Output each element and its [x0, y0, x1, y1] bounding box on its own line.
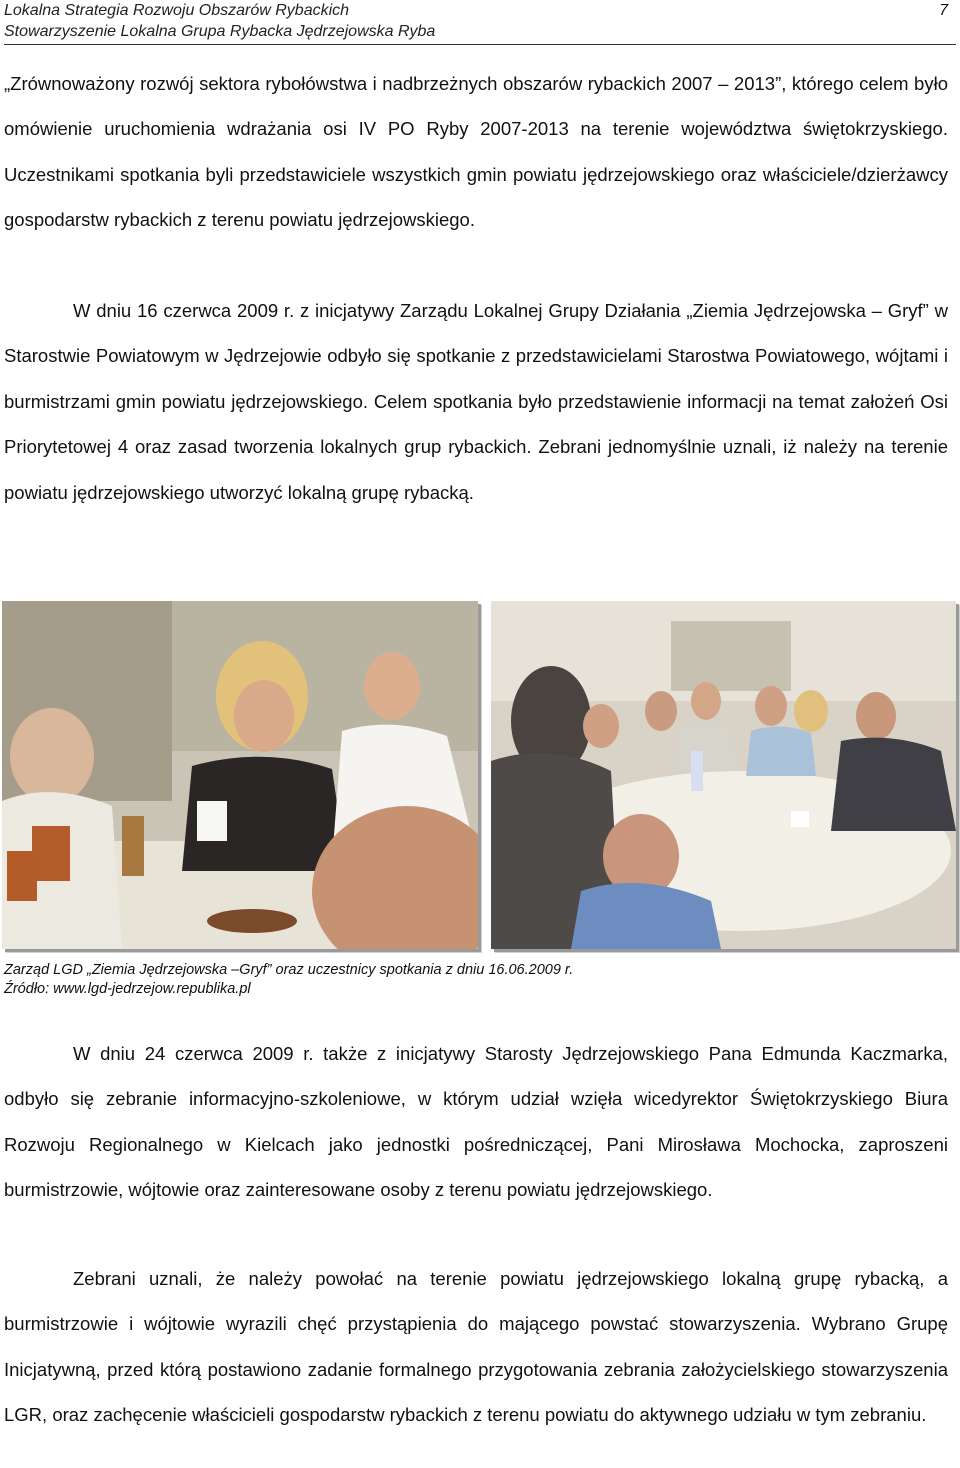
paragraph-june-24-meeting: W dniu 24 czerwca 2009 r. także z inicjatywy Starosty Jędrzejowskiego Pana Edmunda Kaczmarka, odbyło się zebranie informacyjno-szkoleniowe, w którym udział wzięła wicedyrektor Świętokrzyskiego Biura Rozwoju Regionalnego w Kielcach jako jednostki pośredniczącej, Pani Mirosława Mochocka, zaproszeni burmistrzowie, wójtowie oraz zainteresowane osoby z terenu powiatu jędrzejowskiego.	[4, 1043, 948, 1201]
header-association-name: Stowarzyszenie Lokalna Grupa Rybacka Jędrzejowska Ryba	[4, 23, 436, 40]
header-strategy-title: Lokalna Strategia Rozwoju Obszarów Rybackich	[4, 2, 350, 19]
photo-participants-table	[491, 601, 956, 949]
paragraph-initiative-group: Zebrani uznali, że należy powołać na terenie powiatu jędrzejowskiego lokalną grupę rybacką, a burmistrzowie i wójtowie wyrazili chęć przystąpienia do mającego powstać stowarzyszenia. Wybrano Grupę Inicjatywną, przed którą postawiono zadanie formalnego przygotowania zebrania założycielskiego stowarzyszenia LGR, oraz zachęcenie właścicieli gospodarstw rybackich z terenu powiatu do aktywnego udziału w tym zebraniu.	[4, 1268, 948, 1426]
header-divider	[4, 44, 956, 45]
participants-photo-illustration	[491, 601, 956, 949]
paragraph-conference: „Zrównoważony rozwój sektora rybołówstwa i nadbrzeżnych obszarów rybackich 2007 – 2013”, którego celem było omówienie uruchomienia wdrażania osi IV PO Ryby 2007-2013 na terenie województwa świętokrzyskiego. Uczestnikami spotkania byli przedstawiciele wszystkich gmin powiatu jędrzejowskiego oraz właściciele/dzierżawcy gospodarstw rybackich z terenu powiatu jędrzejowskiego.	[4, 73, 948, 231]
running-header	[4, 0, 956, 42]
caption-description: Zarząd LGD „Ziemia Jędrzejowska –Gryf” oraz uczestnicy spotkania z dniu 16.06.2009 r.	[4, 962, 574, 978]
meeting-photos	[0, 601, 960, 949]
board-photo-illustration	[2, 601, 478, 949]
photo-caption	[4, 961, 944, 999]
photo-board-meeting	[2, 601, 478, 949]
paragraph-june-16-meeting: W dniu 16 czerwca 2009 r. z inicjatywy Zarządu Lokalnej Grupy Działania „Ziemia Jędrzejowska – Gryf” w Starostwie Powiatowym w Jędrzejowie odbyło się spotkanie z przedstawicielami Starostwa Powiatowego, wójtami i burmistrzami gmin powiatu jędrzejowskiego. Celem spotkania było przedstawienie informacji na temat założeń Osi Priorytetowej 4 oraz zasad tworzenia lokalnych grup rybackich. Zebrani jednomyślnie uznali, iż należy na terenie powiatu jędrzejowskiego utworzyć lokalną grupę rybacką.	[4, 300, 948, 503]
page-number: 7	[939, 2, 948, 19]
caption-source: Źródło: www.lgd-jedrzejow.republika.pl	[4, 981, 251, 997]
